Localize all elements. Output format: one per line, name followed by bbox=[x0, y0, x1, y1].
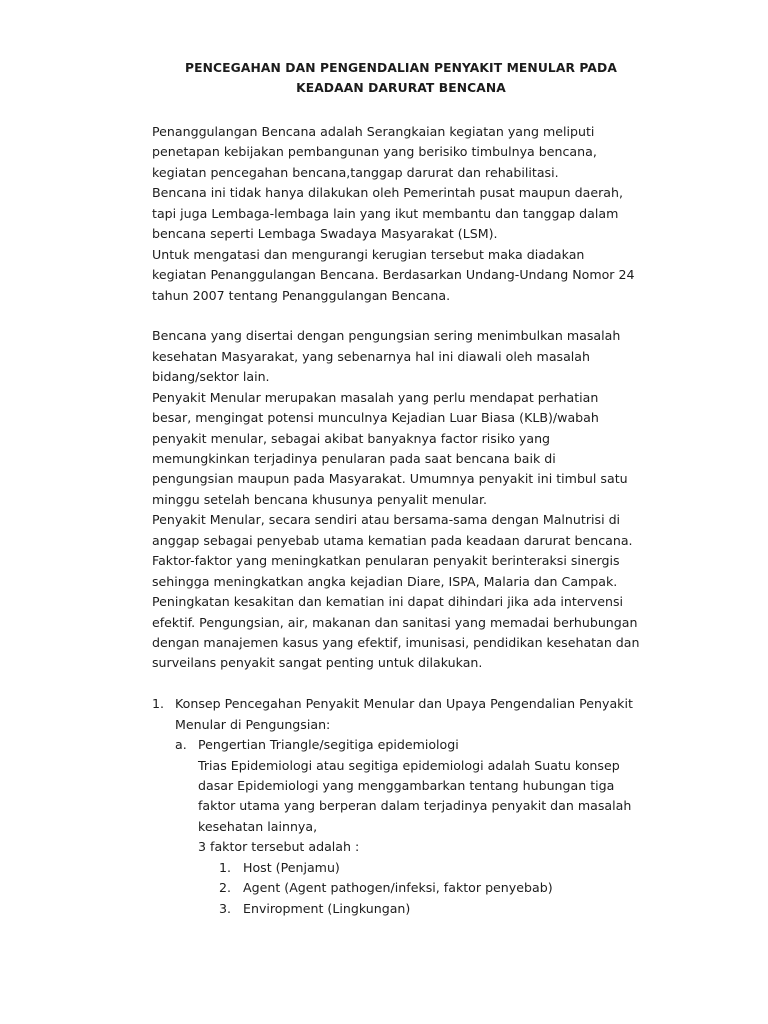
document-body bbox=[152, 122, 712, 919]
factor-text: Host (Penjamu) bbox=[243, 859, 340, 875]
paragraph-line: bidang/sektor lain. bbox=[152, 369, 270, 385]
paragraph-line: anggap sebagai penyebab utama kematian pada keadaan darurat bencana. bbox=[152, 532, 633, 548]
paragraph-line: bencana seperti Lembaga Swadaya Masyarakat (LSM). bbox=[152, 226, 498, 242]
paragraph-line: Bencana yang disertai dengan pengungsian sering menimbulkan masalah bbox=[152, 328, 621, 344]
factors-intro: 3 faktor tersebut adalah : bbox=[198, 839, 360, 855]
paragraph-2 bbox=[152, 326, 712, 673]
sub-list-text-line bbox=[152, 776, 712, 796]
paragraph-line: Untuk mengatasi dan mengurangi kerugian tersebut maka diadakan bbox=[152, 246, 585, 262]
list-item-1-continued bbox=[152, 715, 712, 735]
paragraph-spacer bbox=[152, 306, 712, 326]
paragraph-line: tapi juga Lembaga-lembaga lain yang ikut membantu dan tanggap dalam bbox=[152, 205, 619, 221]
document-title-line-1: PENCEGAHAN DAN PENGENDALIAN PENYAKIT MENULAR PADA bbox=[185, 61, 617, 75]
paragraph-1 bbox=[152, 122, 712, 306]
document-title-line-2: KEADAAN DARURAT BENCANA bbox=[296, 81, 506, 95]
paragraph-line: penyakit menular, sebagai akibat banyaknya factor risiko yang bbox=[152, 430, 551, 446]
list-marker: 1. bbox=[152, 696, 165, 712]
paragraph-line: Penanggulangan Bencana adalah Serangkaian kegiatan yang meliputi bbox=[152, 124, 595, 139]
sub-list-text-line bbox=[152, 817, 712, 837]
paragraph-line: besar, mengingat potensi munculnya Kejadian Luar Biasa (KLB)/wabah bbox=[152, 410, 599, 426]
paragraph-line: memungkinkan terjadinya penularan pada saat bencana baik di bbox=[152, 451, 556, 466]
paragraph-line: surveilans penyakit sangat penting untuk dilakukan. bbox=[152, 655, 483, 671]
sub-list-text-line bbox=[152, 796, 712, 816]
factor-marker: 3. bbox=[219, 900, 232, 916]
sub-list-text: Trias Epidemiologi atau segitiga epidemiologi adalah Suatu konsep bbox=[198, 757, 620, 773]
paragraph-line: minggu setelah bencana khusunya penyalit menular. bbox=[152, 491, 487, 507]
factors-intro-line bbox=[152, 837, 712, 857]
paragraph-line: sehingga meningkatkan angka kejadian Diare, ISPA, Malaria dan Campak. bbox=[152, 573, 618, 589]
paragraph-line: Bencana ini tidak hanya dilakukan oleh Pemerintah pusat maupun daerah, bbox=[152, 185, 623, 201]
paragraph-line: tahun 2007 tentang Penanggulangan Bencana. bbox=[152, 287, 451, 303]
paragraph-line: dengan manajemen kasus yang efektif, imunisasi, pendidikan kesehatan dan bbox=[152, 634, 640, 650]
paragraph-line: pengungsian maupun pada Masyarakat. Umumnya penyakit ini timbul satu bbox=[152, 471, 628, 487]
sub-list-text: faktor utama yang berperan dalam terjadinya penyakit dan masalah bbox=[198, 798, 632, 814]
sub-list-heading: Pengertian Triangle/segitiga epidemiologi bbox=[198, 737, 459, 753]
factor-marker: 1. bbox=[219, 859, 232, 875]
paragraph-line: kegiatan Penanggulangan Bencana. Berdasarkan Undang-Undang Nomor 24 bbox=[152, 267, 635, 283]
sub-list-item-a bbox=[152, 735, 712, 755]
factor-item bbox=[152, 878, 712, 898]
factor-marker: 2. bbox=[219, 880, 232, 896]
paragraph-line: kegiatan pencegahan bencana,tanggap darurat dan rehabilitasi. bbox=[152, 164, 559, 180]
paragraph-line: kesehatan Masyarakat, yang sebenarnya hal ini diawali oleh masalah bbox=[152, 348, 591, 364]
paragraph-line: Penyakit Menular merupakan masalah yang perlu mendapat perhatian bbox=[152, 389, 599, 405]
sub-list-text: dasar Epidemiologi yang menggambarkan tentang hubungan tiga bbox=[198, 778, 615, 793]
paragraph-line: Penyakit Menular, secara sendiri atau bersama-sama dengan Malnutrisi di bbox=[152, 512, 621, 528]
factor-item bbox=[152, 858, 712, 878]
paragraph-line: penetapan kebijakan pembangunan yang berisiko timbulnya bencana, bbox=[152, 144, 597, 160]
factor-item bbox=[152, 899, 712, 919]
sub-list-marker: a. bbox=[175, 737, 187, 753]
paragraph-spacer bbox=[152, 674, 712, 694]
paragraph-line: Peningkatan kesakitan dan kematian ini dapat dihindari jika ada intervensi bbox=[152, 594, 623, 610]
paragraph-line: efektif. Pengungsian, air, makanan dan sanitasi yang memadai berhubungan bbox=[152, 614, 638, 630]
factor-text: Agent (Agent pathogen/infeksi, faktor penyebab) bbox=[243, 880, 553, 896]
sub-list-text: kesehatan lainnya, bbox=[198, 818, 318, 834]
factor-text: Enviropment (Lingkungan) bbox=[243, 900, 411, 916]
numbered-list bbox=[152, 694, 712, 919]
list-item-1 bbox=[152, 694, 712, 714]
list-item-text: Menular di Pengungsian: bbox=[175, 716, 331, 732]
paragraph-line: Faktor-faktor yang meningkatkan penularan penyakit berinteraksi sinergis bbox=[152, 553, 620, 569]
sub-list-text-line bbox=[152, 756, 712, 776]
list-item-text: Konsep Pencegahan Penyakit Menular dan Upaya Pengendalian Penyakit bbox=[175, 696, 633, 712]
